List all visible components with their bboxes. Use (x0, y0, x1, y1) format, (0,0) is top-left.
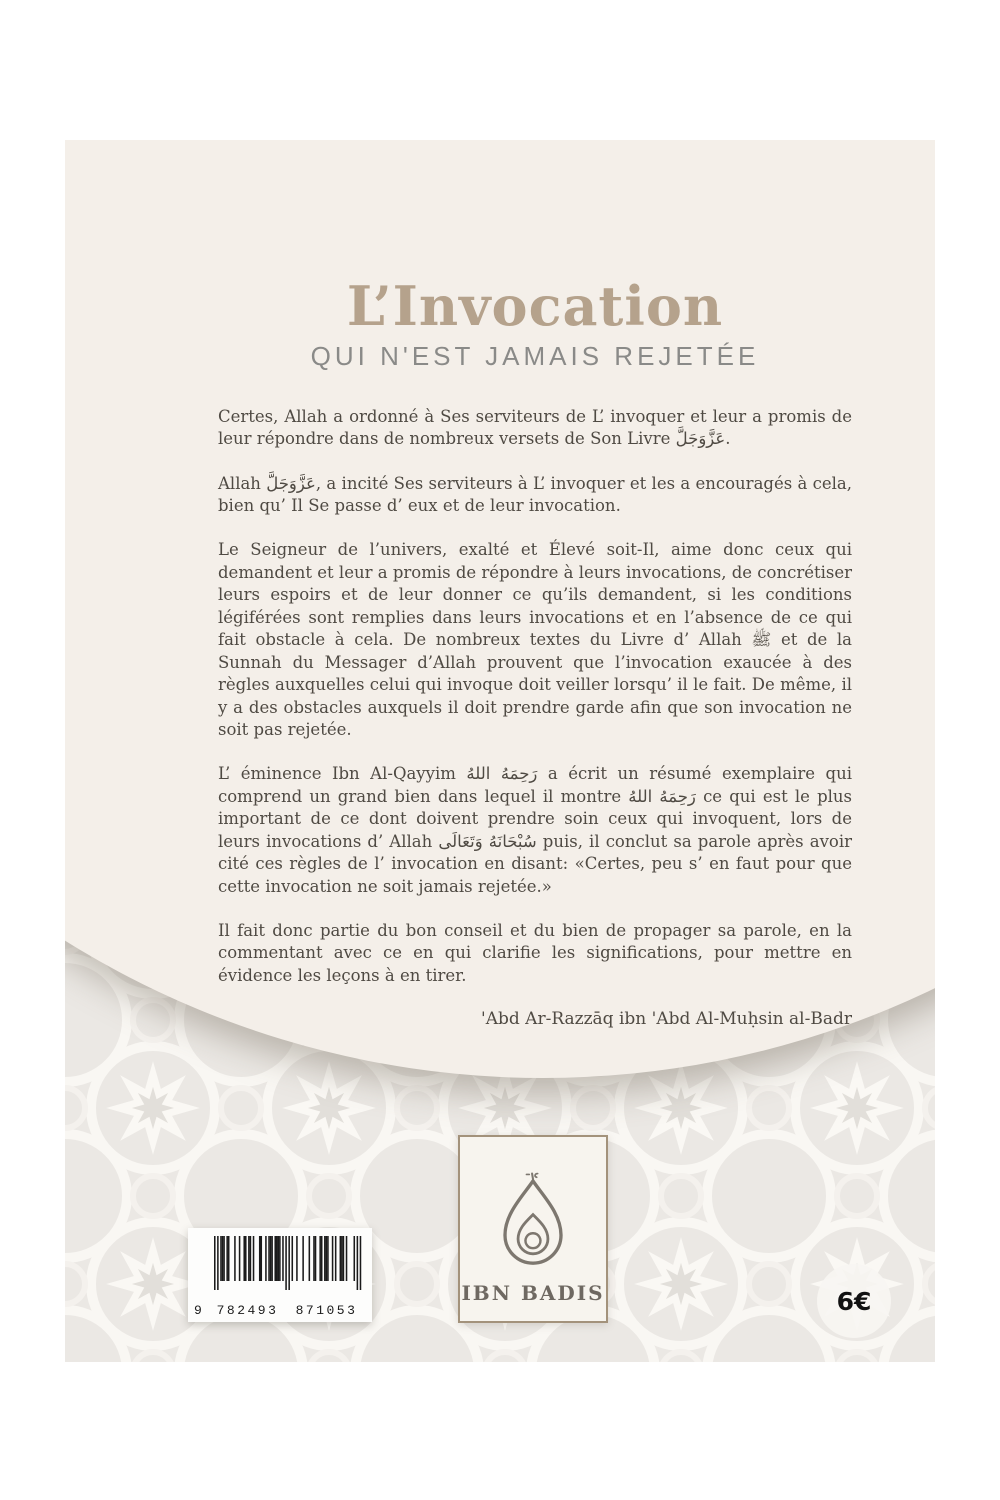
book-title: L’Invocation (346, 274, 724, 338)
paragraph: Allah عَزَّوَجَلَّ, a incité Ses serviteurs à L’ invoquer et les a encouragés à cela, bien qu’ Il Se passe d’ eux et de leur invocation. (218, 473, 852, 515)
publisher-name: IBN BADIS (461, 1281, 605, 1305)
paragraph: Certes, Allah a ordonné à Ses serviteurs de L’ invoquer et leur a promis de leur répondre dans de nombreux versets de Son Livre عَزَّوَجَلَّ. (218, 406, 852, 449)
barcode-bars (214, 1236, 362, 1292)
paragraph: L’ éminence Ibn Al-Qayyim رَحِمَهُ اللهُ a écrit un résumé exemplaire qui comprend un grand bien dans lequel il montre رَحِمَهُ اللهُ ce qui est le plus important de ce dont doivent prendre soin ceux qui invoquent, lors de leurs invocations d’ Allah سُبْحَانَهُ وَتَعَالَى puis, il conclut sa parole après avoir cité ces règles de l’ invocation en disant: «Certes, peu s’ en faut pour que cette invocation ne soit jamais rejetée.» (218, 764, 853, 896)
publisher-logo-icon (491, 1171, 575, 1275)
barcode-digit-group1: 782493 (216, 1303, 279, 1318)
barcode-digit-left: 9 (194, 1303, 202, 1318)
price-tag: 6€ (817, 1264, 891, 1338)
barcode-label (188, 1228, 372, 1322)
book-subtitle: QUI N'EST JAMAIS REJETÉE (310, 340, 760, 371)
barcode-digit-group2: 871053 (295, 1303, 358, 1318)
publisher-logo-box (458, 1135, 608, 1323)
author-name: 'Abd Ar-Razzāq ibn 'Abd Al-Muḥsin al-Badr (481, 1009, 852, 1030)
paragraph: Le Seigneur de l’univers, exalté et Élevé soit-Il, aime donc ceux qui demandent et leur a promis de répondre à leurs invocations, de concrétiser leurs espoirs et de leur donner ce qu’ils demandent, si les conditions légiférées sont remplies dans leurs invocations et en l’absence de ce qui fait obstacle à cela. De nombreux textes du Livre d’ Allah ﷺ et de la Sunnah du Messager d’Allah prouvent que l’invocation exaucée à des règles auxquelles celui qui invoque doit veiller lorsqu’ il le fait. De même, il y a des obstacles auxquels il doit prendre garde afin que son invocation ne soit pas rejetée. (218, 540, 852, 739)
book-back-cover (65, 140, 935, 1362)
description-text (218, 406, 852, 988)
barcode-digits (194, 1303, 366, 1318)
paragraph: Il fait donc partie du bon conseil et du bien de propager sa parole, en la commentant avec ce en qui clarifie les significations, pour mettre en évidence les leçons à en tirer. (218, 921, 852, 985)
back-cover-text (218, 274, 853, 1030)
